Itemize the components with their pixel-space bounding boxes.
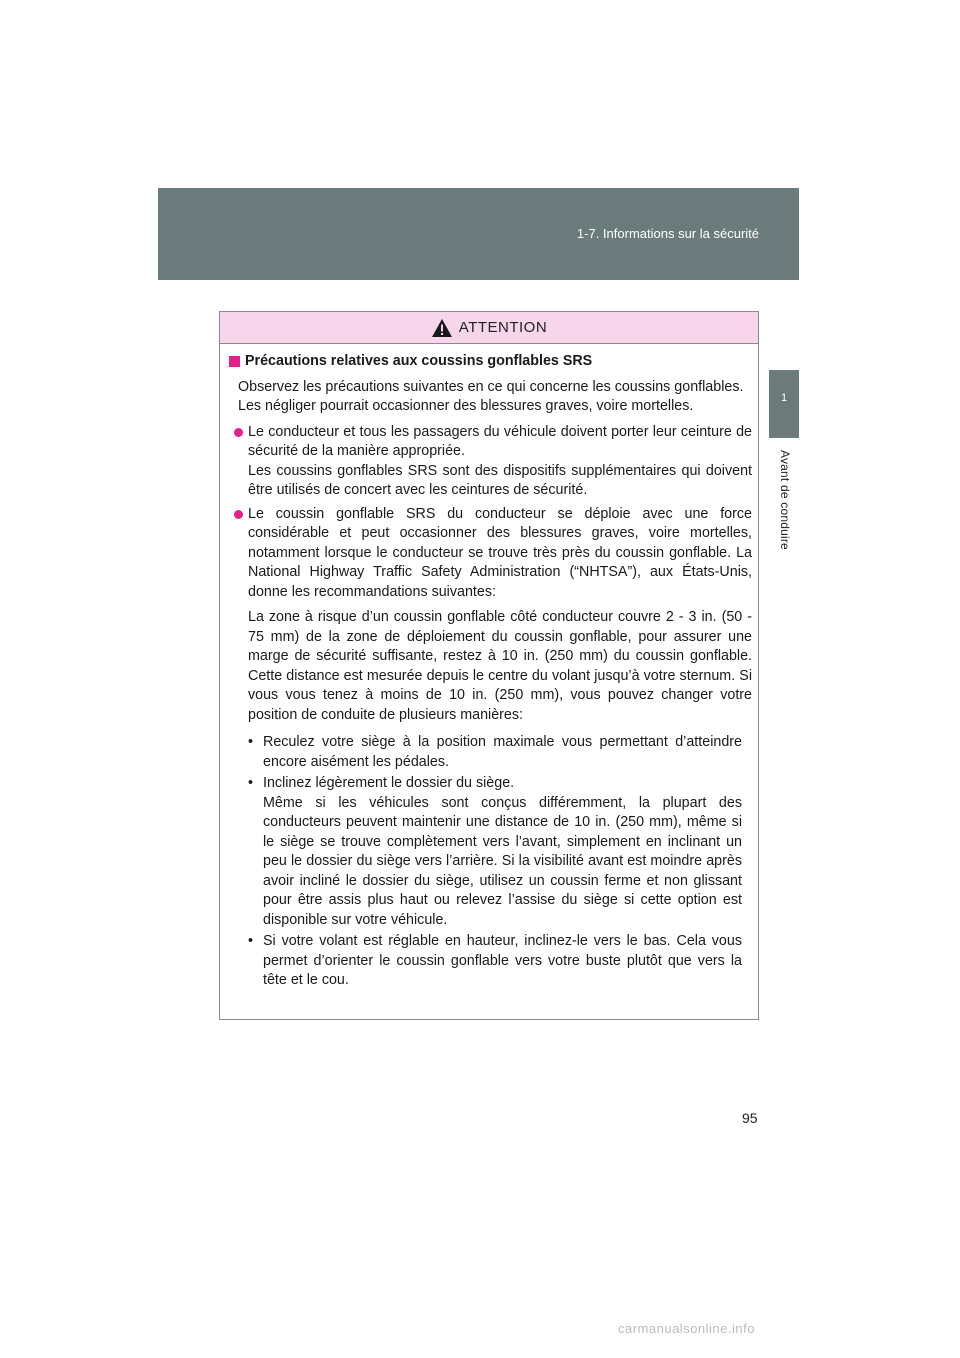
- sub-list-item: [248, 932, 752, 991]
- nhtsa-paragraph: La zone à risque d’un coussin gonflable côté conducteur couvre 2 - 3 in. (50 - 75 mm) de la zone de déploiement du coussin gonflable, pour assurer une marge de sécurité suffisante, restez à 10 in. (250 mm) du coussin gonflable. Cette distance est mesurée depuis le centre du volant jusqu’à votre sternum. Si vous vous tenez à moins de 10 in. (250 mm), vous pouvez changer votre position de conduite de plusieurs manières:: [248, 609, 752, 723]
- warning-header: [220, 312, 758, 344]
- chapter-number: 1: [780, 392, 788, 404]
- chapter-tab: [769, 370, 799, 438]
- page-number: 95: [742, 1110, 758, 1126]
- intro-paragraph-2: Les négliger pourrait occasionner des blessures graves, voire mortelles.: [238, 398, 694, 414]
- list-item: [234, 423, 752, 501]
- sub-item-1-text: Reculez votre siège à la position maximale vous permettant d’atteindre encore aisément les pédales.: [263, 734, 742, 770]
- square-bullet-icon: [229, 356, 240, 367]
- heading-text: Précautions relatives aux coussins gonflables SRS: [245, 353, 593, 369]
- warning-title: ATTENTION: [458, 319, 548, 336]
- sub-bullet-icon: •: [248, 775, 254, 791]
- sub-list-item: [248, 733, 752, 772]
- bullet-2-text: Le coussin gonflable SRS du conducteur se déploie avec une force considérable et peut occasionner des blessures graves, voire mortelles, notamment lorsque le conducteur se trouve très près du coussin gonflable. La National Highway Traffic Safety Administration (“NHTSA”), aux États-Unis, donne les recommandations suivantes:: [248, 505, 752, 600]
- sub-item-3-text: Si votre volant est réglable en hauteur, inclinez-le vers le bas. Cela vous permet d’orienter le coussin gonflable vers votre buste plutôt que vers la tête et le cou.: [263, 933, 742, 988]
- sub-bullet-icon: •: [248, 933, 254, 949]
- circle-bullet-icon: [234, 510, 243, 519]
- section-title: 1-7. Informations sur la sécurité: [576, 226, 759, 241]
- sub-item-2-text-a: Inclinez légèrement le dossier du siège.: [263, 775, 515, 791]
- warning-content: [220, 344, 758, 991]
- watermark: carmanualsonline.info: [618, 1321, 755, 1336]
- circle-bullet-icon: [234, 428, 243, 437]
- bullet-1-text-b: Les coussins gonflables SRS sont des dispositifs supplémentaires qui doivent être utilisés de concert avec les ceintures de sécurité.: [248, 462, 752, 498]
- bullet-1-text-a: Le conducteur et tous les passagers du véhicule doivent porter leur ceinture de sécurité de la manière appropriée.: [248, 423, 752, 459]
- chapter-label: Avant de conduire: [778, 450, 792, 550]
- section-header-band: [158, 188, 799, 280]
- warning-triangle-icon: [431, 318, 453, 338]
- warning-box: [219, 311, 759, 1020]
- list-item: [234, 505, 752, 603]
- warning-heading: [229, 352, 752, 372]
- intro-paragraph-1: Observez les précautions suivantes en ce qui concerne les coussins gonflables.: [238, 378, 744, 395]
- sub-bullet-icon: •: [248, 734, 254, 750]
- sub-item-2-text-b: Même si les véhicules sont conçus différemment, la plupart des conducteurs peuvent maintenir une distance de 10 in. (250 mm), même si le siège se trouve complètement vers l’avant, simplement en inclinant un peu le dossier du siège vers l’arrière. Si la visibilité avant est moindre après avoir incliné le dossier du siège, utilisez un coussin ferme et non glissant pour être assis plus haut ou relevez l’assise du siège si cette option est disponible sur votre véhicule.: [263, 794, 742, 928]
- sub-list-item: [248, 774, 752, 930]
